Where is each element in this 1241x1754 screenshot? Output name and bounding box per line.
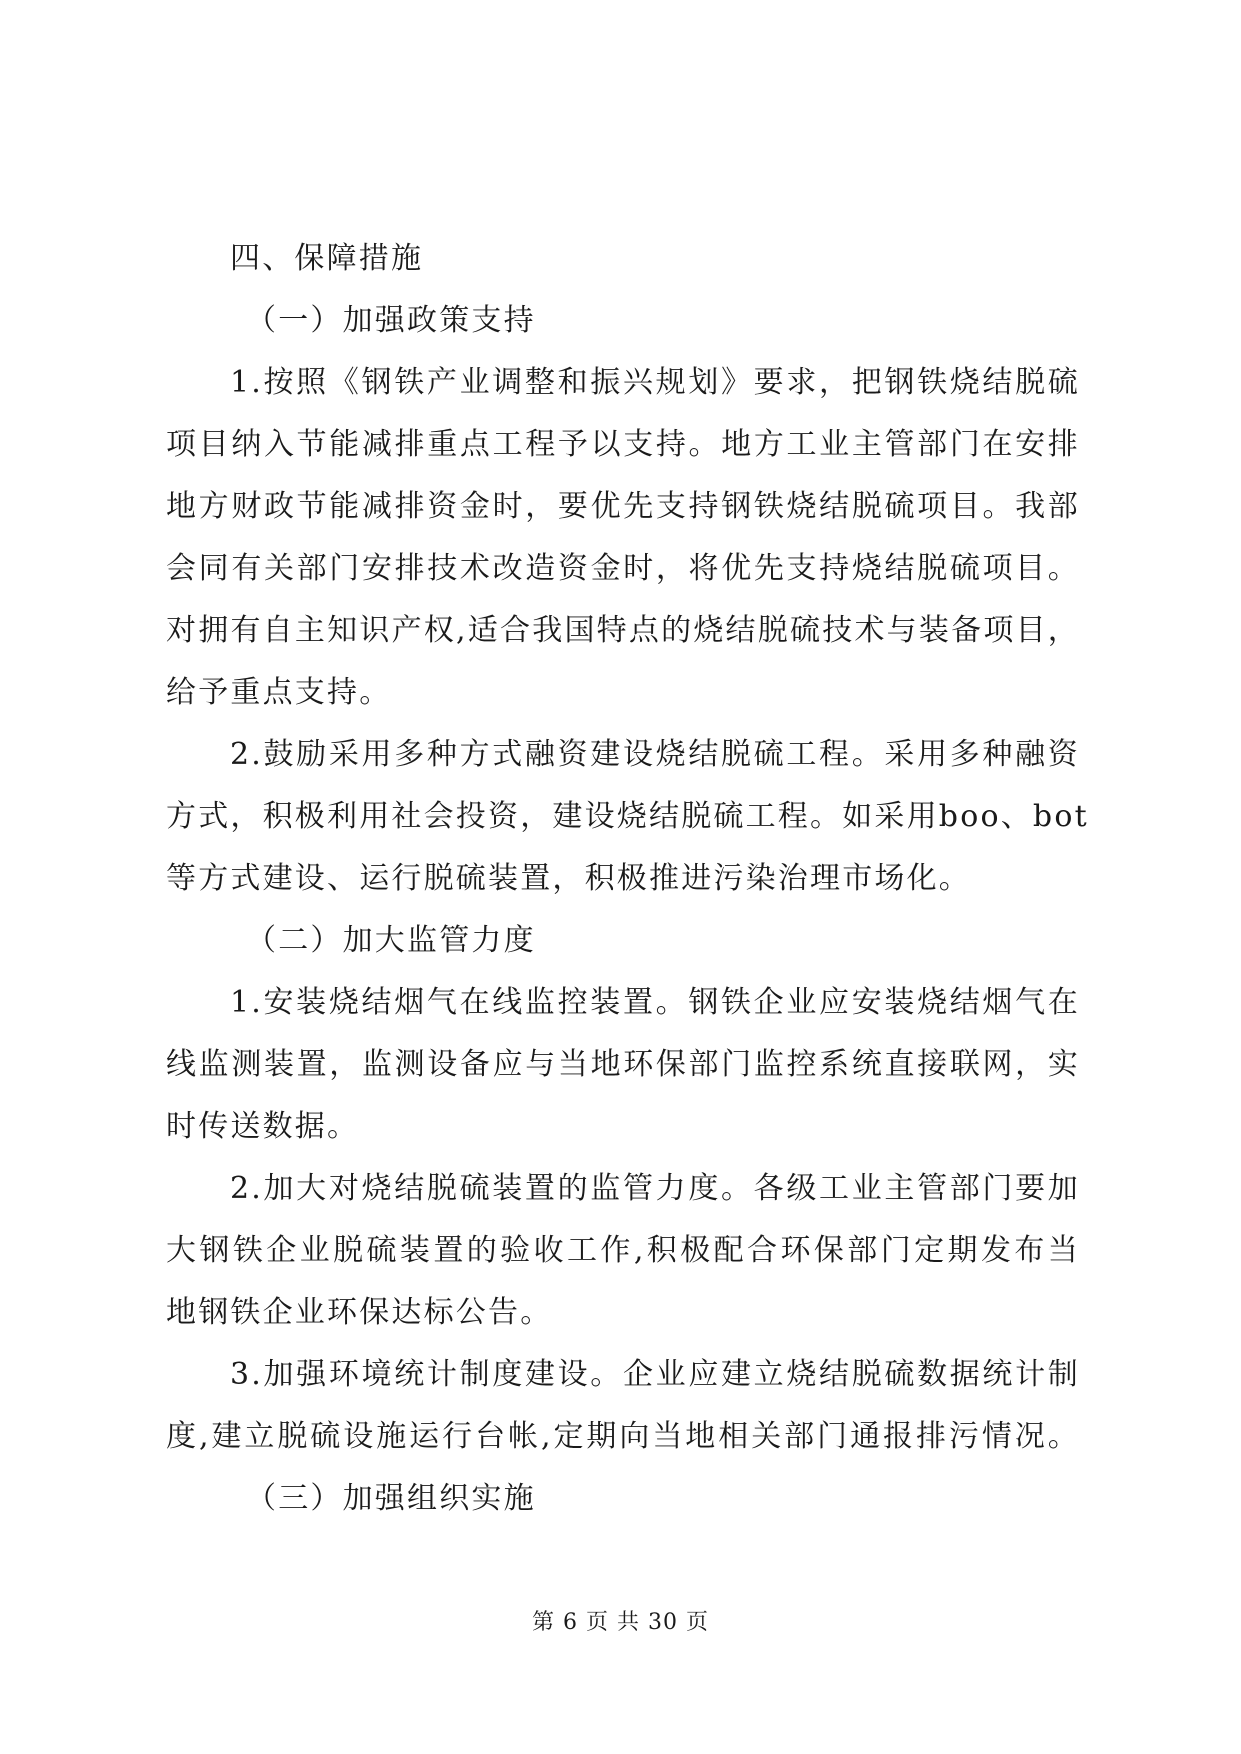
text-line: 线监测装置，监测设备应与当地环保部门监控系统直接联网，实 — [166, 1047, 1080, 1082]
text-line: 给予重点支持。 — [166, 675, 392, 710]
text-line: 2.加大对烧结脱硫装置的监管力度。各级工业主管部门要加 — [230, 1171, 1080, 1206]
text-line: 四、保障措施 — [230, 241, 424, 276]
text-line: 地方财政节能减排资金时，要优先支持钢铁烧结脱硫项目。我部 — [166, 489, 1080, 524]
document-body — [166, 228, 1089, 1530]
text-line: 会同有关部门安排技术改造资金时，将优先支持烧结脱硫项目。 — [166, 551, 1080, 586]
text-line: 地钢铁企业环保达标公告。 — [166, 1295, 553, 1330]
text-line: 大钢铁企业脱硫装置的验收工作,积极配合环保部门定期发布当 — [166, 1233, 1080, 1268]
text-line: 对拥有自主知识产权,适合我国特点的烧结脱硫技术与装备项目， — [166, 613, 1080, 648]
text-line: 项目纳入节能减排重点工程予以支持。地方工业主管部门在安排 — [166, 427, 1080, 462]
text-line: （三）加强组织实施 — [246, 1481, 536, 1516]
text-line: 1.安装烧结烟气在线监控装置。钢铁企业应安装烧结烟气在 — [230, 985, 1080, 1020]
text-line: 2.鼓励采用多种方式融资建设烧结脱硫工程。采用多种融资 — [230, 737, 1080, 772]
text-line: 3.加强环境统计制度建设。企业应建立烧结脱硫数据统计制 — [230, 1357, 1080, 1392]
text-line: 方式，积极利用社会投资，建设烧结脱硫工程。如采用boo、bot — [166, 799, 1089, 834]
text-line: 时传送数据。 — [166, 1109, 360, 1144]
page-footer: 第 6 页 共 30 页 — [532, 1610, 709, 1635]
text-line: （一）加强政策支持 — [246, 303, 536, 338]
text-line: 度,建立脱硫设施运行台帐,定期向当地相关部门通报排污情况。 — [166, 1419, 1080, 1454]
text-line: 等方式建设、运行脱硫装置，积极推进污染治理市场化。 — [166, 861, 971, 896]
text-line: （二）加大监管力度 — [246, 923, 536, 958]
text-line: 1.按照《钢铁产业调整和振兴规划》要求，把钢铁烧结脱硫 — [230, 365, 1080, 400]
